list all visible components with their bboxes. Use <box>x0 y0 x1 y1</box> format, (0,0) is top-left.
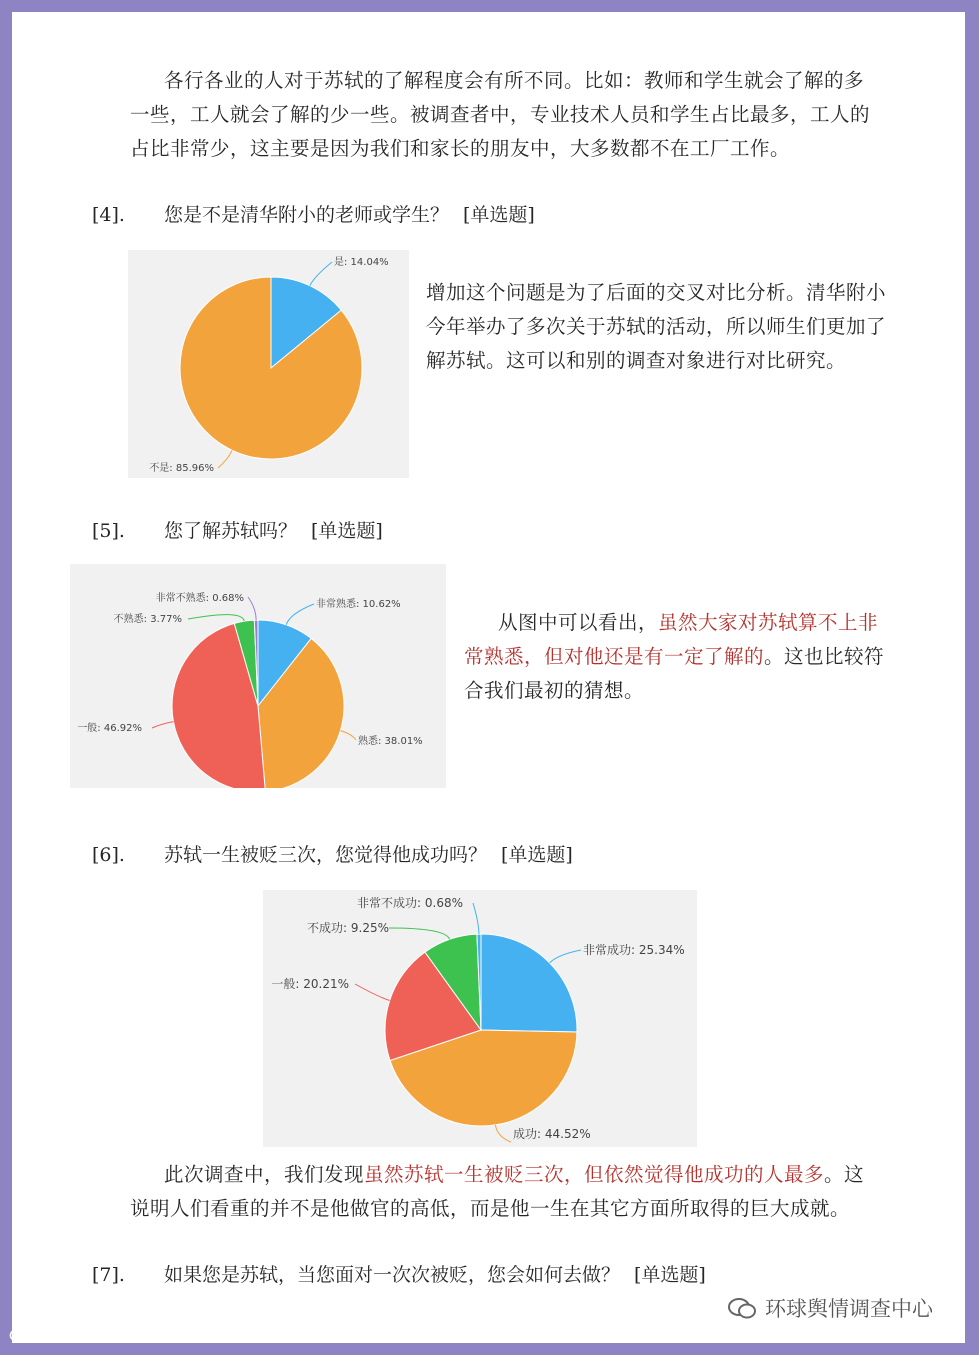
pie-chart-q6 <box>263 890 697 1147</box>
q5-desc-post: 。这也比较符 <box>764 645 885 668</box>
question-5-heading <box>92 516 383 543</box>
slice-label: 一般: 20.21% <box>271 977 349 991</box>
slice-label: 非常熟悉: 10.62% <box>316 599 401 610</box>
intro-paragraph <box>130 64 930 166</box>
question-text: 苏轼一生被贬三次，您觉得他成功吗？ <box>164 844 488 866</box>
q5-desc-highlight-1: 虽然大家对苏轼算不上非 <box>658 611 879 634</box>
question-type: [单选题] <box>463 204 535 226</box>
leader-line <box>355 984 390 1001</box>
q6-conclusion-highlight: 虽然苏轼一生被贬三次，但依然觉得他成功的人最多 <box>364 1163 825 1186</box>
chart-q5 <box>70 564 446 788</box>
question-6-heading <box>92 840 573 867</box>
watermark-left <box>8 1321 101 1347</box>
q6-conclusion-post: 。这 <box>824 1163 865 1186</box>
question-number: [5]. <box>92 520 125 542</box>
slice-label: 熟悉: 38.01% <box>358 736 423 747</box>
q5-description <box>464 606 934 708</box>
pie-chart-q5 <box>70 564 446 788</box>
slice-label: 非常成功: 25.34% <box>583 943 685 957</box>
leader-line <box>310 262 332 286</box>
question-type: [单选题] <box>501 844 573 866</box>
q5-desc-line-1 <box>464 606 934 640</box>
wechat-icon <box>727 1296 757 1320</box>
q6-conclusion-line-2: 说明人们看重的并不是他做官的高低，而是他一生在其它方面所取得的巨大成就。 <box>130 1197 851 1220</box>
question-type: [单选题] <box>311 520 383 542</box>
slice-label: 是: 14.04% <box>334 257 389 268</box>
watermark-right-text: 环球舆情调查中心 <box>765 1297 933 1321</box>
question-4-heading <box>92 200 535 227</box>
leader-line <box>389 928 450 939</box>
chart-q6 <box>263 890 697 1147</box>
question-type: [单选题] <box>634 1264 706 1286</box>
question-number: [6]. <box>92 844 125 866</box>
q4-desc-line-1: 增加这个问题是为了后面的交叉对比分析。清华附小 <box>426 281 887 304</box>
question-number: [7]. <box>92 1264 125 1286</box>
slice-label: 非常不熟悉: 0.68% <box>155 593 244 604</box>
leader-line <box>473 903 479 934</box>
slice-label: 非常不成功: 0.68% <box>357 896 463 910</box>
leader-line <box>152 722 173 728</box>
q5-desc-pre: 从图中可以看出， <box>498 611 659 634</box>
question-text: 您了解苏轼吗？ <box>164 520 298 542</box>
question-number: [4]. <box>92 204 125 226</box>
pie-chart-q4 <box>128 250 409 478</box>
intro-line-3: 占比非常少，这主要是因为我们和家长的朋友中，大多数都不在工厂工作。 <box>130 137 791 160</box>
q4-desc-line-3: 解苏轼。这可以和别的调查对象进行对比研究。 <box>426 349 847 372</box>
leader-line <box>286 604 314 625</box>
leader-line <box>550 950 581 963</box>
q6-conclusion-pre: 此次调查中，我们发现 <box>164 1163 365 1186</box>
q5-desc-highlight-2: 常熟悉，但对他还是有一定了解的 <box>464 645 765 668</box>
slice-label: 不成功: 9.25% <box>307 921 389 935</box>
slice-label: 成功: 44.52% <box>513 1127 591 1141</box>
question-7-heading <box>92 1260 706 1287</box>
leader-line <box>218 450 232 468</box>
q6-conclusion <box>130 1158 930 1226</box>
watermark-right <box>727 1293 933 1323</box>
question-text: 如果您是苏轼，当您面对一次次被贬，您会如何去做？ <box>164 1264 621 1286</box>
slice-label: 不是: 85.96% <box>149 463 214 474</box>
q5-desc-line-2 <box>464 640 934 674</box>
slice-label: 不熟悉: 3.77% <box>113 614 182 625</box>
q6-conclusion-line-1 <box>130 1158 930 1192</box>
q4-desc-line-2: 今年举办了多次关于苏轼的活动，所以师生们更加了 <box>426 315 887 338</box>
weibo-icon: ⊙ <box>8 1325 24 1346</box>
intro-line-1: 各行各业的人对于苏轼的了解程度会有所不同。比如：教师和学生就会了解的多 <box>164 69 865 92</box>
pie-slice <box>481 934 577 1032</box>
question-text: 您是不是清华附小的老师或学生？ <box>164 204 450 226</box>
document-page <box>12 12 965 1343</box>
intro-line-2: 一些，工人就会了解的少一些。被调查者中，专业技术人员和学生占比最多，工人的 <box>130 103 871 126</box>
watermark-left-text: 大数跨境 <box>29 1325 102 1346</box>
leader-line <box>495 1125 511 1142</box>
leader-line <box>340 731 356 740</box>
q4-description <box>426 276 946 378</box>
q5-desc-line-3: 合我们最初的猜想。 <box>464 679 645 702</box>
chart-q4 <box>128 250 409 478</box>
leader-line <box>188 615 244 622</box>
slice-label: 一般: 46.92% <box>77 723 142 734</box>
leader-line <box>248 597 256 620</box>
